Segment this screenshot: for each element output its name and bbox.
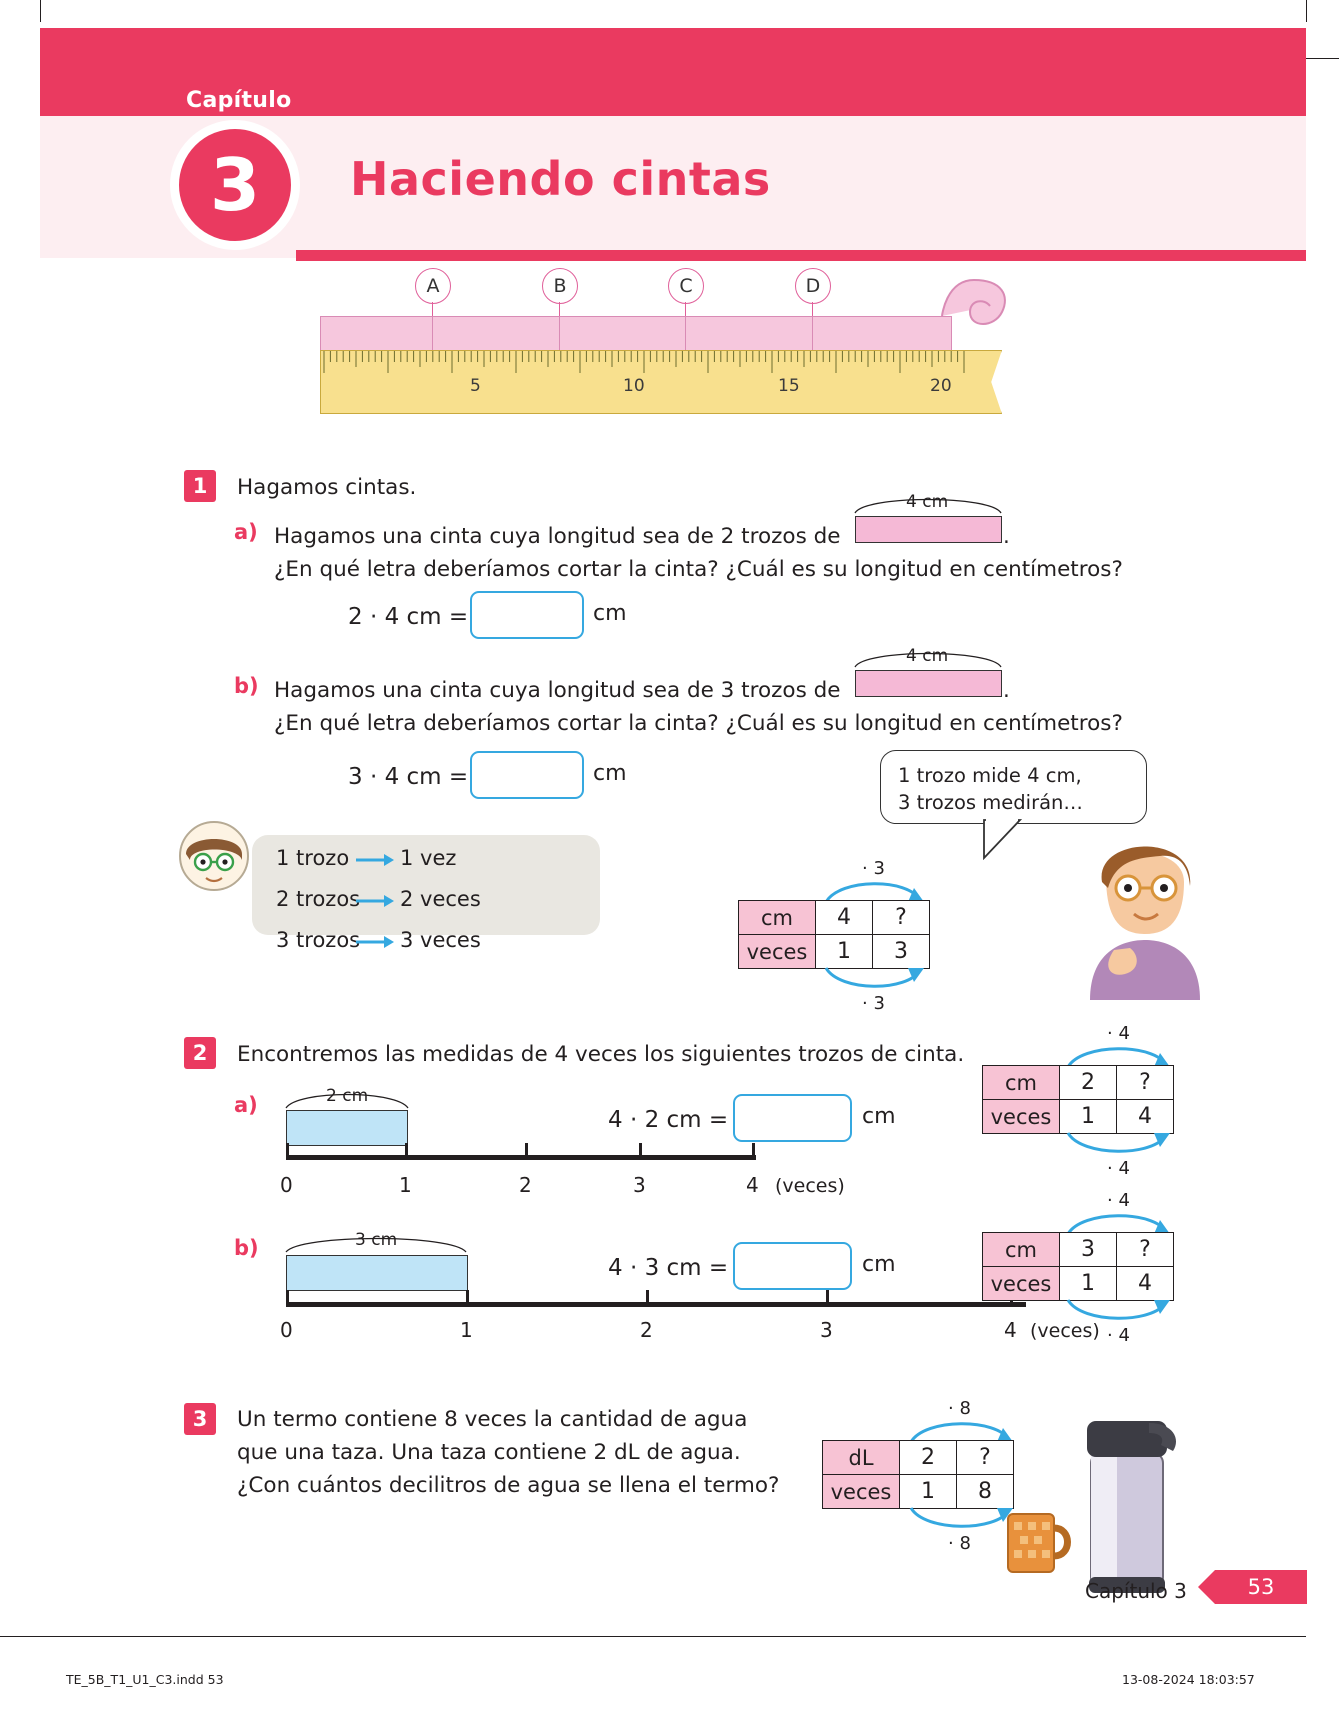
crop-mark bbox=[1306, 0, 1307, 22]
task-3-mult-top: · 8 bbox=[948, 1398, 971, 1419]
info-arrow-icon bbox=[356, 852, 396, 868]
task-2b-axis-unit: (veces) bbox=[1030, 1320, 1100, 1342]
speech-bubble-tail-icon bbox=[980, 818, 1040, 860]
task-2a-mult-bottom: · 4 bbox=[1107, 1158, 1130, 1179]
footer-file-meta: TE_5B_T1_U1_C3.indd 53 bbox=[66, 1672, 224, 1687]
chapter-number: 3 bbox=[209, 143, 261, 227]
task-1b-question: ¿En qué letra deberíamos cortar la cinta? ¿Cuál es su longitud en centímetros? bbox=[274, 711, 1123, 736]
task-1-prompt: Hagamos cintas. bbox=[237, 475, 417, 500]
task-2a-number-line bbox=[286, 1155, 756, 1160]
task-2b-table-row1-v1: 3 bbox=[1060, 1233, 1117, 1267]
task-2b-mult-top: · 4 bbox=[1107, 1190, 1130, 1211]
speech-bubble-line2: 3 trozos medirán… bbox=[898, 791, 1083, 814]
task-1b-strip bbox=[855, 670, 1002, 697]
task-3-table-row2-v2: 8 bbox=[957, 1475, 1014, 1509]
task-2a-table-row2-v1: 1 bbox=[1060, 1100, 1117, 1134]
task-1a-letter: a) bbox=[234, 520, 258, 544]
task-2b-arc-bottom-icon bbox=[1062, 1298, 1174, 1326]
label-c-text: C bbox=[679, 275, 693, 297]
task-1b-answer-box[interactable] bbox=[470, 751, 584, 799]
task-2a-mult-top: · 4 bbox=[1107, 1023, 1130, 1044]
crop-mark bbox=[40, 0, 41, 22]
task-2a-table-row1-v2: ? bbox=[1117, 1066, 1174, 1100]
ruler-number-20: 20 bbox=[930, 376, 952, 396]
task-2a-axis-label-3: 3 bbox=[633, 1173, 646, 1197]
task-1b-equation: 3 · 4 cm = bbox=[348, 764, 469, 790]
tape-division bbox=[685, 316, 686, 350]
task-2b-table-row2-v2: 4 bbox=[1117, 1267, 1174, 1301]
task-1a-text: Hagamos una cinta cuya longitud sea de 2 trozos de bbox=[274, 524, 841, 549]
tape-division bbox=[559, 316, 560, 350]
header-underline bbox=[296, 250, 1306, 261]
task-2b-ratio-table bbox=[982, 1232, 1174, 1301]
task-3-table-row2-header: veces bbox=[823, 1475, 900, 1509]
task-2b-table-row1-v2: ? bbox=[1117, 1233, 1174, 1267]
student-avatar-icon bbox=[178, 820, 250, 892]
task-2b-table-row2-header: veces bbox=[983, 1267, 1060, 1301]
task-2a-strip-label: 2 cm bbox=[326, 1086, 369, 1106]
task-3-line2: que una taza. Una taza contiene 2 dL de agua. bbox=[237, 1440, 741, 1465]
task-2a-tick bbox=[639, 1143, 642, 1160]
task-1a-unit: cm bbox=[593, 601, 627, 626]
task-1a-strip bbox=[855, 516, 1002, 543]
speech-bubble-line1: 1 trozo mide 4 cm, bbox=[898, 764, 1082, 787]
ruler-ticks bbox=[320, 350, 980, 380]
label-b-text: B bbox=[553, 275, 567, 297]
task-1-badge: 1 bbox=[184, 470, 216, 502]
ruler-number-15: 15 bbox=[778, 376, 800, 396]
tape-curl-icon bbox=[940, 272, 1018, 358]
task-2a-axis-label-4: 4 bbox=[746, 1173, 759, 1197]
task-2a-tick bbox=[405, 1143, 408, 1160]
task-1a-strip-label: 4 cm bbox=[906, 492, 949, 512]
task-2a-unit: cm bbox=[862, 1104, 896, 1129]
task-2b-strip bbox=[286, 1255, 468, 1291]
task-2b-axis-label-3: 3 bbox=[820, 1318, 833, 1342]
task-3-line1: Un termo contiene 8 veces la cantidad de agua bbox=[237, 1407, 748, 1432]
label-a-text: A bbox=[426, 275, 440, 297]
task-2a-table-row1-v1: 2 bbox=[1060, 1066, 1117, 1100]
info-line-1-right: 1 vez bbox=[400, 846, 457, 870]
header-chapter-word: Capítulo bbox=[186, 88, 292, 113]
task-2a-table-row2-v2: 4 bbox=[1117, 1100, 1174, 1134]
footer-date-meta: 13-08-2024 18:03:57 bbox=[1122, 1672, 1255, 1687]
task-1a-question: ¿En qué letra deberíamos cortar la cinta? ¿Cuál es su longitud en centímetros? bbox=[274, 557, 1123, 582]
task-1-table-row2-v1: 1 bbox=[816, 935, 873, 969]
task-2b-tick bbox=[826, 1290, 829, 1307]
task-3-badge: 3 bbox=[184, 1403, 216, 1435]
task-2a-tick bbox=[525, 1143, 528, 1160]
task-2a-answer-box[interactable] bbox=[733, 1094, 852, 1142]
task-1b-strip-label: 4 cm bbox=[906, 646, 949, 666]
task-1-arc-bottom-icon bbox=[820, 966, 928, 994]
tape-division bbox=[432, 316, 433, 350]
task-1-table-row1-header: cm bbox=[739, 901, 816, 935]
task-2b-tick bbox=[646, 1290, 649, 1307]
task-1-table-row1-v2: ? bbox=[873, 901, 930, 935]
task-2a-axis-label-0: 0 bbox=[280, 1173, 293, 1197]
task-1-ratio-table bbox=[738, 900, 930, 969]
ruler-number-10: 10 bbox=[623, 376, 645, 396]
task-2b-axis-label-0: 0 bbox=[280, 1318, 293, 1342]
task-2a-tick bbox=[286, 1143, 289, 1160]
table-row bbox=[739, 935, 930, 969]
info-line-3-left: 3 trozos bbox=[276, 928, 361, 952]
footer-page-number: 53 bbox=[1247, 1575, 1275, 1599]
paper-tape bbox=[320, 316, 952, 352]
footer-divider bbox=[40, 1636, 1306, 1637]
task-2a-table-row1-header: cm bbox=[983, 1066, 1060, 1100]
task-3-ratio-table bbox=[822, 1440, 1014, 1509]
label-point-a bbox=[415, 268, 451, 304]
table-row bbox=[823, 1475, 1014, 1509]
task-2b-tick bbox=[466, 1290, 469, 1307]
chapter-number-badge bbox=[170, 120, 300, 250]
task-2b-answer-box[interactable] bbox=[733, 1242, 852, 1290]
task-1a-equation: 2 · 4 cm = bbox=[348, 604, 469, 630]
task-2a-axis-label-2: 2 bbox=[519, 1173, 532, 1197]
task-2-badge: 2 bbox=[184, 1037, 216, 1069]
task-3-mult-bottom: · 8 bbox=[948, 1533, 971, 1554]
task-1b-text: Hagamos una cinta cuya longitud sea de 3 trozos de bbox=[274, 678, 841, 703]
info-line-1-left: 1 trozo bbox=[276, 846, 350, 870]
footer-chapter-text: Capítulo 3 bbox=[1085, 1579, 1187, 1603]
task-2b-table-row1-header: cm bbox=[983, 1233, 1060, 1267]
task-2b-strip-label: 3 cm bbox=[355, 1230, 398, 1250]
task-1-mult-bottom: · 3 bbox=[862, 993, 885, 1014]
task-2a-ratio-table bbox=[982, 1065, 1174, 1134]
task-3-table-row1-v2: ? bbox=[957, 1441, 1014, 1475]
task-2b-table-row2-v1: 1 bbox=[1060, 1267, 1117, 1301]
girl-illustration-icon bbox=[1060, 830, 1230, 1010]
task-3-table-row2-v1: 1 bbox=[900, 1475, 957, 1509]
label-point-c bbox=[668, 268, 704, 304]
task-1-table-row2-v2: 3 bbox=[873, 935, 930, 969]
label-d-text: D bbox=[805, 275, 821, 297]
task-2b-equation: 4 · 3 cm = bbox=[608, 1255, 729, 1281]
table-row bbox=[983, 1100, 1174, 1134]
task-2b-tick bbox=[286, 1290, 289, 1307]
task-2a-arc-bottom-icon bbox=[1062, 1131, 1174, 1159]
task-2b-axis-label-4: 4 bbox=[1004, 1318, 1017, 1342]
table-row bbox=[983, 1267, 1174, 1301]
task-3-table-row1-v1: 2 bbox=[900, 1441, 957, 1475]
ruler-illustration bbox=[320, 268, 1040, 443]
task-2a-strip bbox=[286, 1110, 408, 1146]
crop-mark bbox=[0, 1636, 40, 1637]
task-1a-period: . bbox=[1003, 524, 1010, 549]
table-row bbox=[823, 1441, 1014, 1475]
table-row bbox=[983, 1066, 1174, 1100]
task-1b-period: . bbox=[1003, 678, 1010, 703]
label-point-d bbox=[795, 268, 831, 304]
task-2a-tick bbox=[752, 1143, 755, 1160]
mug-illustration-icon bbox=[1000, 1500, 1076, 1584]
task-1-table-row2-header: veces bbox=[739, 935, 816, 969]
task-1-mult-top: · 3 bbox=[862, 858, 885, 879]
info-line-2-right: 2 veces bbox=[400, 887, 481, 911]
task-2a-equation: 4 · 2 cm = bbox=[608, 1107, 729, 1133]
task-2b-letter: b) bbox=[234, 1236, 259, 1260]
task-2a-axis-label-1: 1 bbox=[399, 1173, 412, 1197]
info-arrow-icon bbox=[356, 934, 396, 950]
task-1b-unit: cm bbox=[593, 761, 627, 786]
task-3-table-row1-header: dL bbox=[823, 1441, 900, 1475]
table-row bbox=[983, 1233, 1174, 1267]
task-1b-letter: b) bbox=[234, 674, 259, 698]
ruler-number-5: 5 bbox=[470, 376, 481, 396]
footer-page-badge bbox=[1215, 1570, 1307, 1604]
task-2b-axis-label-2: 2 bbox=[640, 1318, 653, 1342]
info-line-3-right: 3 veces bbox=[400, 928, 481, 952]
task-2b-number-line bbox=[286, 1302, 1026, 1307]
task-3-line3: ¿Con cuántos decilitros de agua se llena el termo? bbox=[237, 1473, 780, 1498]
task-2b-axis-label-1: 1 bbox=[460, 1318, 473, 1342]
page-title: Haciendo cintas bbox=[350, 152, 771, 206]
task-2a-table-row2-header: veces bbox=[983, 1100, 1060, 1134]
label-point-b bbox=[542, 268, 578, 304]
task-2b-mult-bottom: · 4 bbox=[1107, 1325, 1130, 1346]
info-line-2-left: 2 trozos bbox=[276, 887, 361, 911]
task-2-prompt: Encontremos las medidas de 4 veces los siguientes trozos de cinta. bbox=[237, 1042, 965, 1067]
task-1-table-row1-v1: 4 bbox=[816, 901, 873, 935]
task-2a-letter: a) bbox=[234, 1093, 258, 1117]
task-1a-answer-box[interactable] bbox=[470, 591, 584, 639]
tape-division bbox=[812, 316, 813, 350]
info-arrow-icon bbox=[356, 893, 396, 909]
table-row bbox=[739, 901, 930, 935]
task-2a-axis-unit: (veces) bbox=[775, 1175, 845, 1197]
task-2b-unit: cm bbox=[862, 1252, 896, 1277]
